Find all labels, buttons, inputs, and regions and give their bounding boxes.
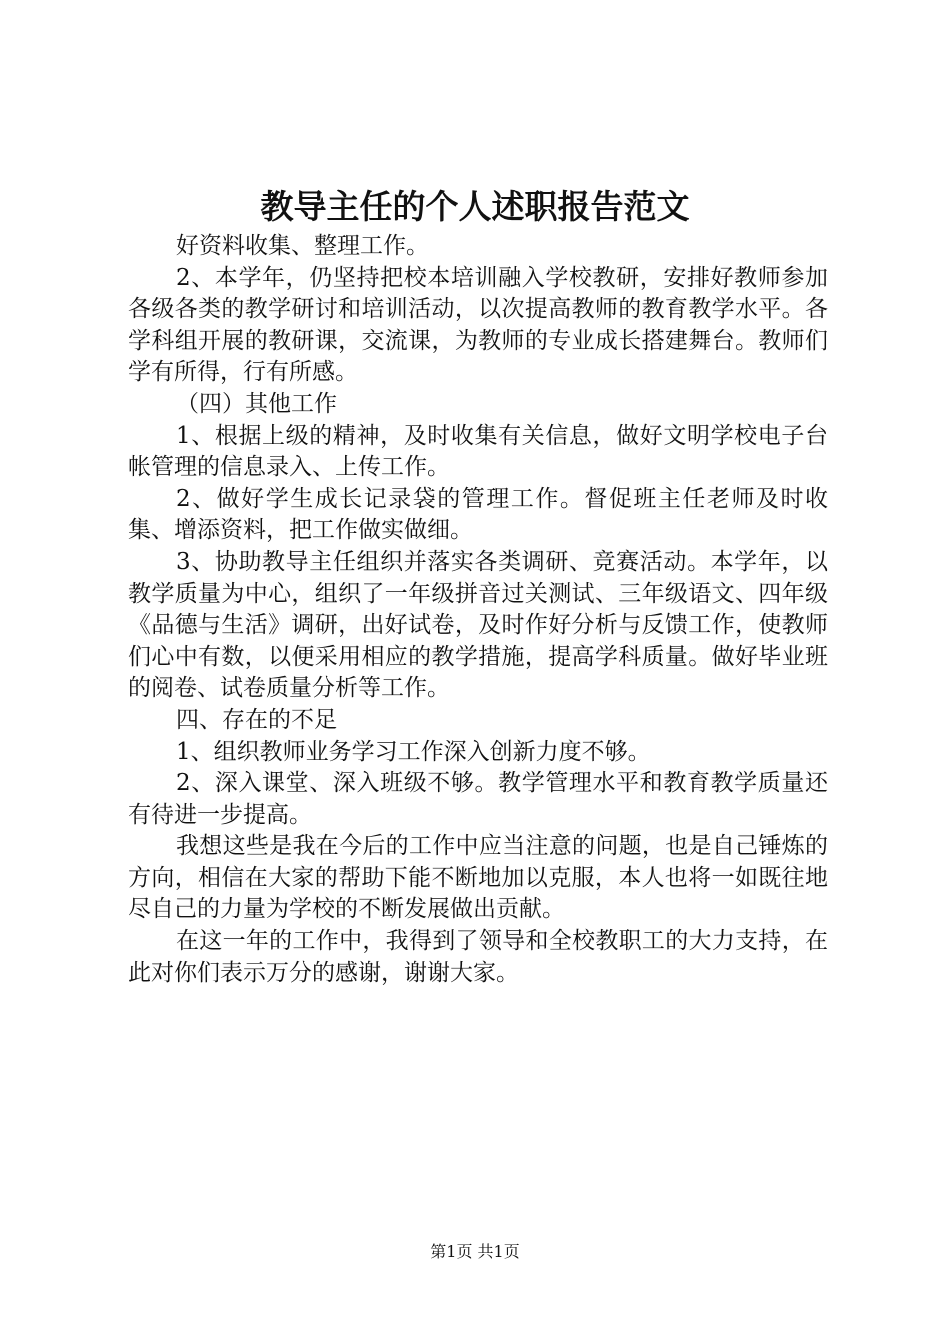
paragraph: 在这一年的工作中，我得到了领导和全校教职工的大力支持，在此对你们表示万分的感谢，谢谢大家。 bbox=[128, 928, 828, 986]
paragraph: 2、做好学生成长记录袋的管理工作。督促班主任老师及时收集、增添资料，把工作做实做细。 bbox=[128, 485, 828, 544]
paragraph: 1、组织教师业务学习工作深入创新力度不够。 bbox=[176, 738, 651, 765]
paragraph: 3、协助教导主任组织并落实各类调研、竞赛活动。本学年，以教学质量为中心，组织了一年级拼音过关测试、三年级语文、四年级《品德与生活》调研，出好试卷，及时作好分析与反馈工作，使教师们心中有数，以便采用相应的教学措施，提高学科质量。做好毕业班的阅卷、试卷质量分析等工作。 bbox=[128, 548, 828, 702]
document-title: 教导主任的个人述职报告范文 bbox=[260, 187, 690, 226]
page-footer: 第1页 共1页 bbox=[430, 1242, 520, 1261]
section-heading: （四）其他工作 bbox=[176, 390, 337, 417]
paragraph: 2、深入课堂、深入班级不够。教学管理水平和教育教学质量还有待进一步提高。 bbox=[128, 770, 828, 828]
section-heading: 四、存在的不足 bbox=[176, 706, 337, 733]
paragraph: 好资料收集、整理工作。 bbox=[176, 233, 429, 259]
paragraph: 我想这些是我在今后的工作中应当注意的问题，也是自己锤炼的方向，相信在大家的帮助下能不断地加以克服，本人也将一如既往地尽自己的力量为学校的不断发展做出贡献。 bbox=[128, 833, 828, 923]
paragraph: 2、本学年，仍坚持把校本培训融入学校教研，安排好教师参加各级各类的教学研讨和培训活动，以次提高教师的教育教学水平。各学科组开展的教研课，交流课，为教师的专业成长搭建舞台。教师们学有所得，行有所感。 bbox=[128, 264, 828, 386]
paragraph: 1、根据上级的精神，及时收集有关信息，做好文明学校电子台帐管理的信息录入、上传工作。 bbox=[128, 422, 828, 481]
document-body bbox=[128, 231, 828, 989]
